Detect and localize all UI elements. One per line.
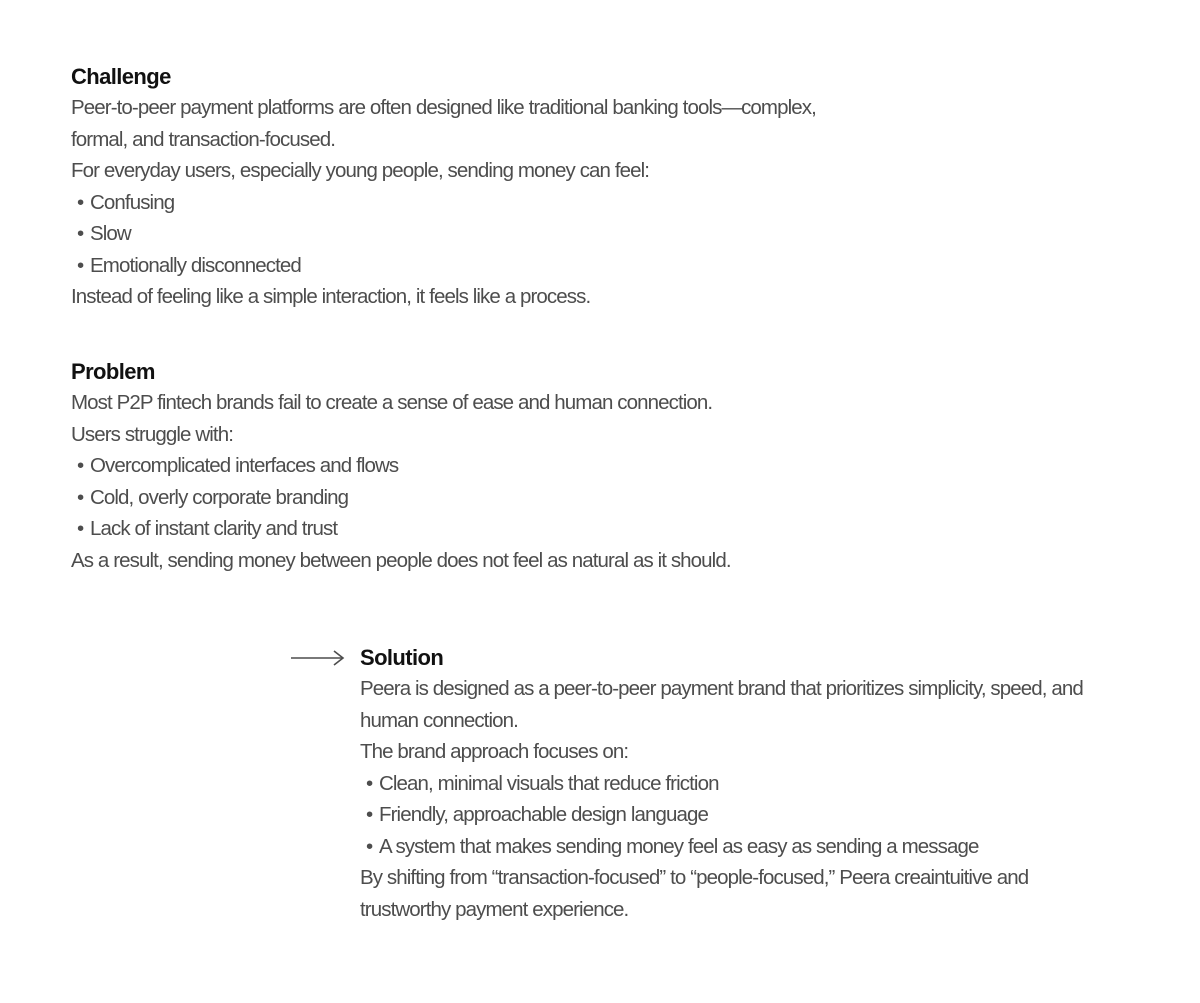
solution-intro-line-2: human connection. — [360, 708, 518, 732]
solution-bullet-text: Friendly, approachable design language — [379, 803, 708, 826]
problem-bullet-item — [71, 450, 1071, 482]
solution-bullet-item — [360, 831, 1180, 863]
long-right-arrow-icon — [290, 648, 346, 668]
solution-heading: Solution — [360, 645, 444, 670]
challenge-bullet-item — [71, 218, 1071, 250]
bullet-dot-icon: • — [366, 771, 373, 795]
problem-section — [71, 357, 1071, 576]
bullet-dot-icon: • — [366, 803, 373, 826]
challenge-heading: Challenge — [71, 64, 171, 89]
problem-bullet-text: Overcomplicated interfaces and flows — [90, 454, 399, 477]
bullet-dot-icon: • — [77, 190, 84, 214]
solution-bullet-text: A system that makes sending money feel as easy as sending a message — [379, 834, 979, 858]
problem-bullet-item — [71, 482, 1071, 514]
challenge-bullet-text: Emotionally disconnected — [90, 253, 301, 277]
problem-bullet-item — [71, 513, 1071, 545]
challenge-bullet-item — [71, 250, 1071, 282]
bullet-dot-icon: • — [366, 834, 373, 858]
problem-intro-line-2: Users struggle with: — [71, 422, 234, 446]
problem-bullet-text: Lack of instant clarity and trust — [90, 517, 338, 540]
solution-intro-line-3: The brand approach focuses on: — [360, 740, 629, 763]
bullet-dot-icon: • — [77, 454, 84, 477]
problem-bullet-text: Cold, overly corporate branding — [90, 485, 349, 509]
solution-outro-line-2: trustworthy payment experience. — [360, 897, 629, 921]
problem-heading: Problem — [71, 359, 155, 384]
solution-bullet-item — [360, 799, 1180, 831]
bullet-dot-icon: • — [77, 253, 84, 277]
challenge-bullet-text: Slow — [90, 222, 131, 245]
bullet-dot-icon: • — [77, 222, 84, 245]
challenge-intro-line-3: For everyday users, especially young people, sending money can feel: — [71, 159, 650, 182]
challenge-intro-line-2: formal, and transaction-focused. — [71, 127, 336, 151]
solution-outro-line-1: By shifting from “transaction-focused” to “people-focused,” Peera creaintuitive and — [360, 866, 1029, 889]
solution-intro-line-1: Peera is designed as a peer-to-peer payment brand that prioritizes simplicity, speed, and — [360, 677, 1083, 700]
challenge-intro-line-1: Peer-to-peer payment platforms are often designed like traditional banking tools—complex, — [71, 96, 816, 119]
solution-bullet-text: Clean, minimal visuals that reduce friction — [379, 771, 719, 795]
solution-bullet-item — [360, 768, 1180, 800]
bullet-dot-icon: • — [77, 485, 84, 509]
challenge-bullet-item — [71, 187, 1071, 219]
challenge-outro: Instead of feeling like a simple interaction, it feels like a process. — [71, 285, 591, 308]
problem-outro: As a result, sending money between people does not feel as natural as it should. — [71, 548, 731, 572]
solution-section — [360, 643, 1180, 925]
problem-intro-line-1: Most P2P fintech brands fail to create a sense of ease and human connection. — [71, 391, 713, 414]
challenge-bullet-text: Confusing — [90, 190, 175, 214]
bullet-dot-icon: • — [77, 517, 84, 540]
challenge-section — [71, 62, 1071, 313]
